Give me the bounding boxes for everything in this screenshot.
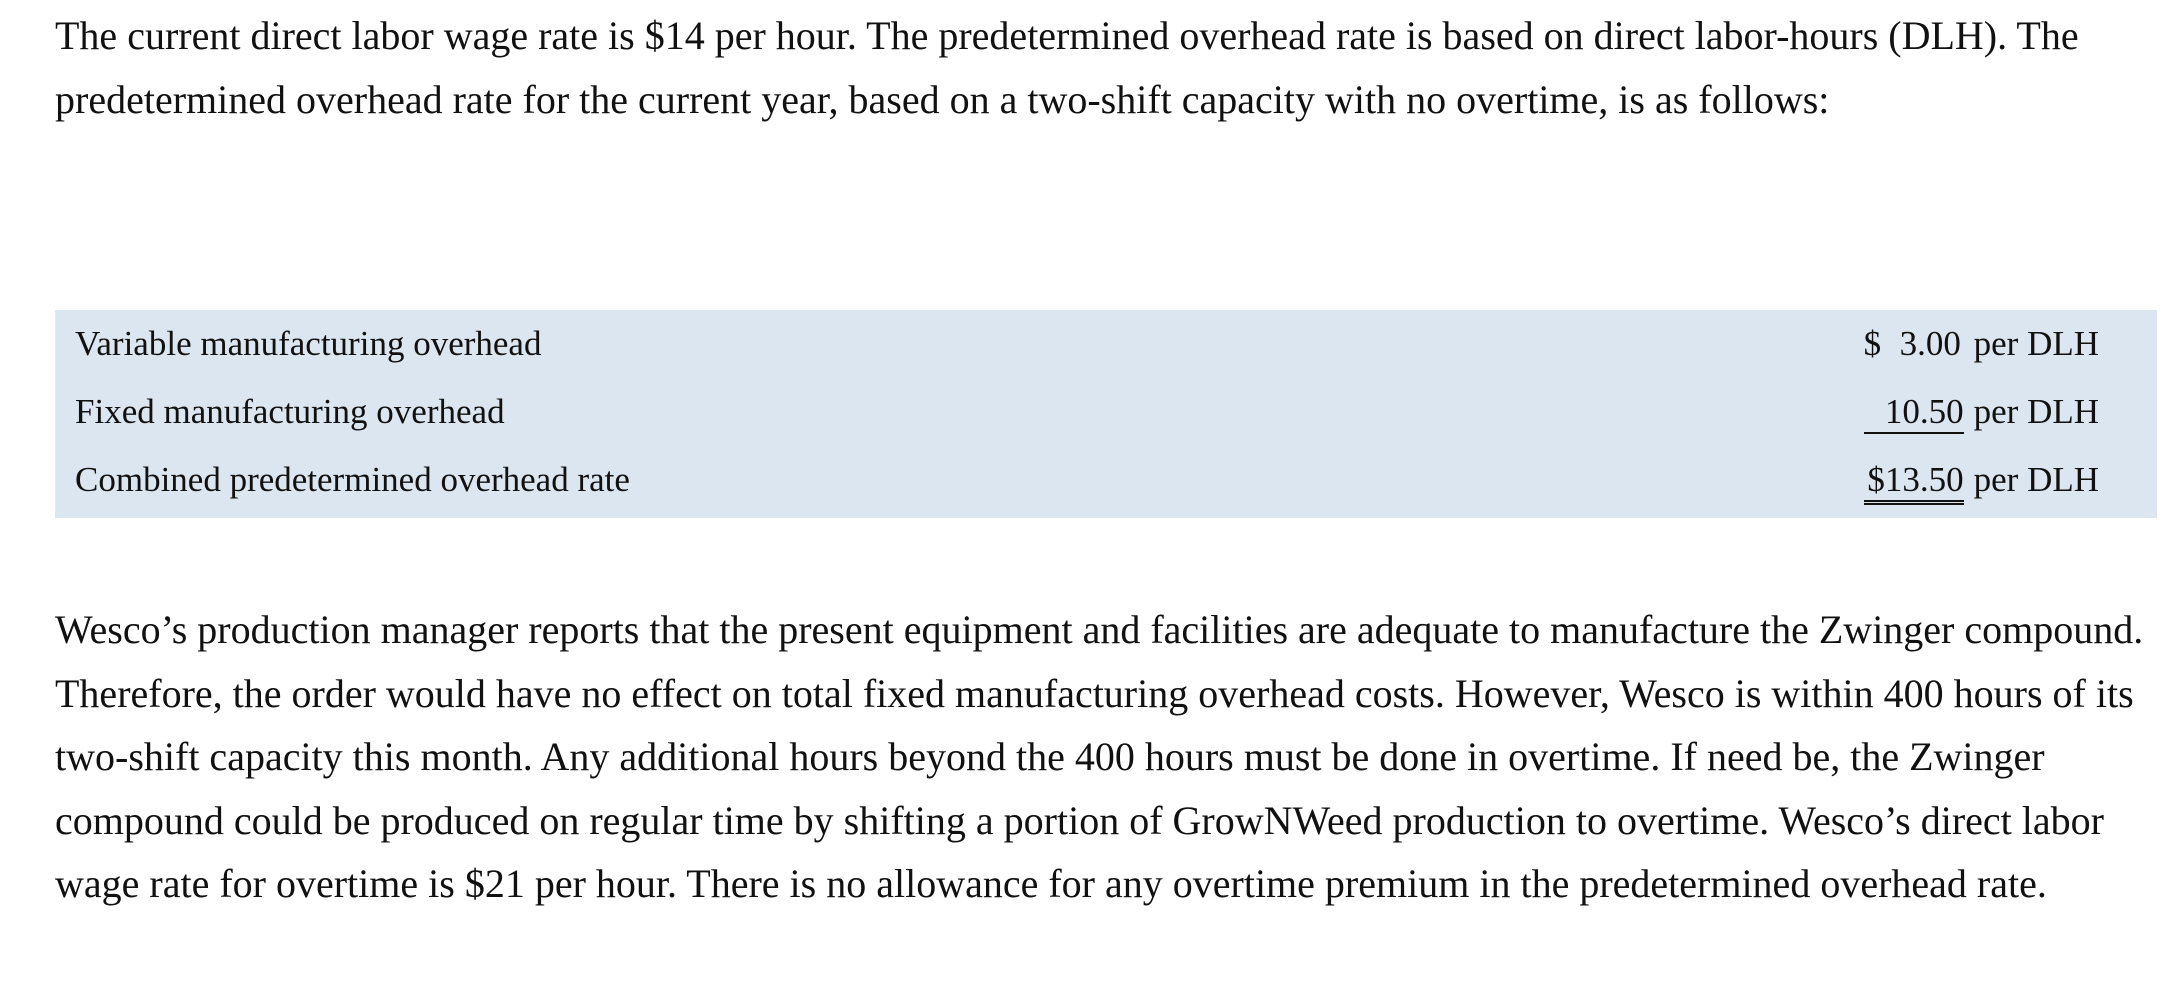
amount-value: 3.00 xyxy=(1899,324,1961,363)
row-amount xyxy=(1864,462,1964,505)
intro-paragraph: The current direct labor wage rate is $14 per hour. The predetermined overhead rate is based on direct labor-hours (DLH). The predetermined overhead rate for the current year, based on a two-shift capacity with no overtime, is as follows: xyxy=(55,13,2079,122)
overhead-rate-table xyxy=(55,310,2157,518)
table-row-fixed-overhead xyxy=(55,378,2157,446)
amount-value: 10.50 xyxy=(1884,392,1964,431)
row-label: Fixed manufacturing overhead xyxy=(75,392,505,431)
table-row-combined-rate xyxy=(55,446,2157,514)
amount-value: 13.50 xyxy=(1884,460,1964,499)
row-unit: per DLH xyxy=(1973,324,2099,363)
row-amount-group xyxy=(1864,378,2099,446)
production-manager-paragraph: Wesco’s production manager reports that the present equipment and facilities are adequate to manufacture the Zwinger compound. Therefore, the order would have no effect on total fixed manufacturing overhead costs. However, Wesco is within 400 hours of its two-shift capacity this month. Any additional hours beyond the 400 hours must be done in overtime. If need be, the Zwinger compound could be produced on regular time by shifting a portion of GrowNWeed production to overtime. Wesco’s direct labor wage rate for overtime is $21 per hour. There is no allowance for any overtime premium in the predetermined overhead rate. xyxy=(55,607,2144,906)
row-label: Variable manufacturing overhead xyxy=(75,324,542,363)
currency-symbol: $ xyxy=(1863,324,1882,363)
row-unit: per DLH xyxy=(1973,392,2099,431)
row-unit: per DLH xyxy=(1973,460,2099,499)
table-row-variable-overhead xyxy=(55,310,2157,378)
row-amount-group xyxy=(1864,446,2099,514)
row-label: Combined predetermined overhead rate xyxy=(75,460,630,499)
row-amount xyxy=(1864,326,1964,364)
currency-symbol: $ xyxy=(1867,460,1885,499)
row-amount xyxy=(1864,394,1964,434)
row-amount-group xyxy=(1864,310,2099,378)
